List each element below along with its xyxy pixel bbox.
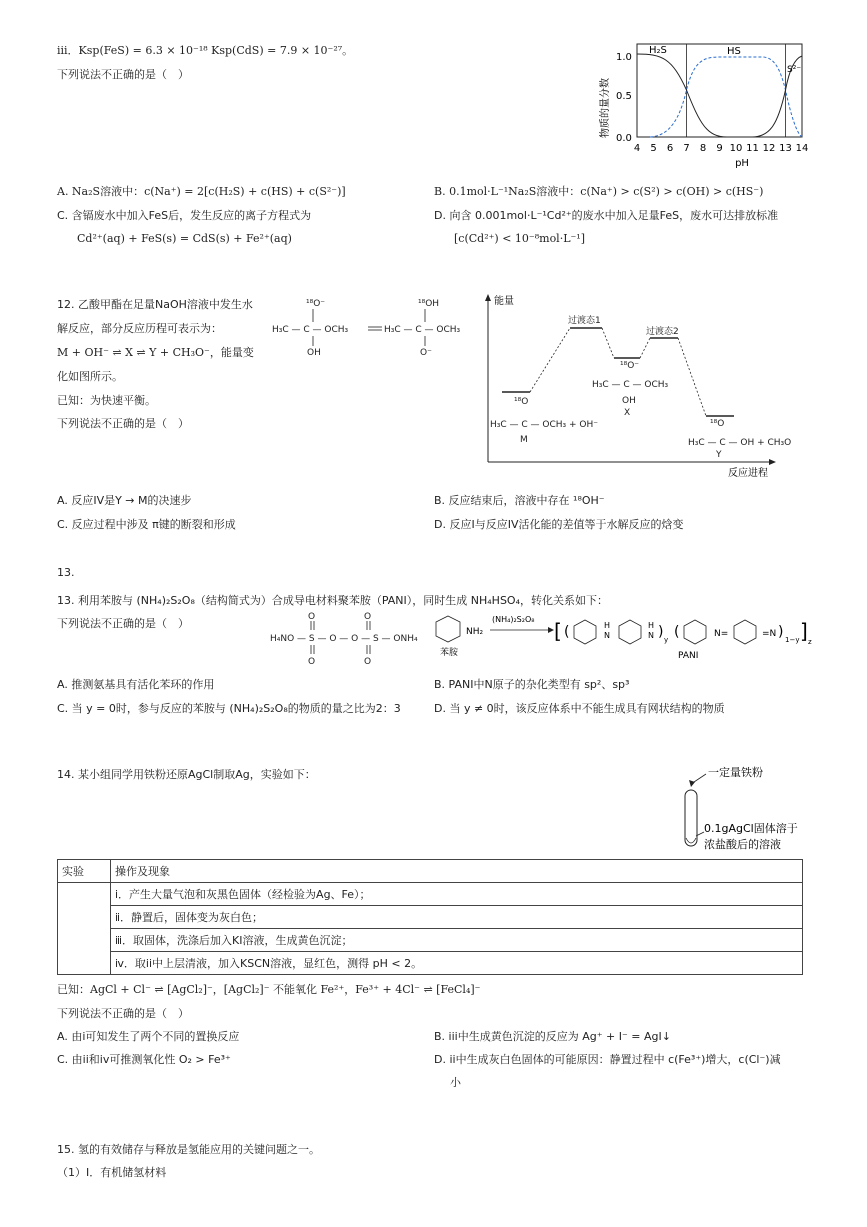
svg-text:12: 12 [762,143,776,154]
y-formula: H₃C — C — OH + CH₃O [688,438,792,448]
q11-option-a[interactable]: A. Na₂S溶液中：c(Na⁺) = 2[c(H₂S) + c(HS) + c(S²⁻)] [57,185,346,198]
chart-ylabel: 物质的量分数 [600,78,611,138]
q14-prompt: 下列说法不正确的是（ ） [57,1007,189,1020]
aniline-label: 苯胺 [440,648,459,658]
right-chain: H₃C — C — OCH₃ [384,325,461,335]
svg-text:): ) [778,624,784,640]
q14-option-d[interactable]: D. ii中生成灰白色固体的可能原因：静置过程中 c(Fe³⁺)增大，c(Cl⁻)减 [434,1053,781,1066]
svg-text:10: 10 [729,143,743,154]
q11-option-c[interactable]: C. 含镉废水中加入FeS后，发生反应的离子方程式为 [57,209,312,222]
distribution-chart [592,38,817,178]
svg-text:4: 4 [633,143,641,154]
q14-known: 已知：AgCl + Cl⁻ ⇌ [AgCl₂]⁻，[AgCl₂]⁻ 不能氧化 Fe²⁺，Fe³⁺ + 4Cl⁻ ⇌ [FeCl₄]⁻ [57,983,481,996]
q13-stem: 13. 利用苯胺与 (NH₄)₂S₂O₈（结构简式为）合成导电材料聚苯胺（PANI），同时生成 NH₄HSO₄，转化关系如下： [57,594,609,607]
ksp-line: iii．Ksp(FeS) = 6.3 × 10⁻¹⁸ Ksp(CdS) = 7.9 × 10⁻²⁷。 [57,44,354,57]
test-tube-diagram [680,760,830,856]
m-label: M [520,435,528,445]
q12-option-b[interactable]: B. 反应结束后，溶液中存在 ¹⁸OH⁻ [434,494,605,507]
table-row [58,952,803,975]
svg-text:O: O [308,657,316,667]
q12-stem-line4: 化如图所示。 [57,370,123,383]
q11-option-d[interactable]: D. 向含 0.001mol·L⁻¹Cd²⁺的废水中加入足量FeS，废水可达排放标准 [434,209,779,222]
table-header-row [58,860,803,883]
q12-stem-line2: 解反应，部分反应历程可表示为： [57,322,222,335]
table-row [58,906,803,929]
q12-stem-line1: 12. 乙酸甲酯在足量NaOH溶液中发生水 [57,298,253,311]
x-o-minus: ¹⁸O⁻ [620,361,640,371]
experiment-table [57,859,803,975]
table-row [58,929,803,952]
svg-text:y: y [664,636,669,644]
q14-option-c[interactable]: C. 由ii和iv可推测氧化性 O₂ > Fe³⁺ [57,1053,231,1066]
table-cell-step-2: ⅱ．静置后，固体变为灰白色； [111,906,803,929]
q14-option-b[interactable]: B. iii中生成黄色沉淀的反应为 Ag⁺ + I⁻ = AgI↓ [434,1030,671,1043]
ts2-label: 过渡态2 [646,327,679,337]
svg-text:]: ] [800,619,808,643]
svg-text:H: H [648,621,655,630]
svg-text:N: N [604,631,610,640]
svg-text:1−y: 1−y [785,636,800,644]
x-ticks [634,143,809,154]
chart-xlabel: pH [735,158,749,169]
m-o18: ¹⁸O [514,397,529,407]
table-header-experiment: 实验 [58,860,111,883]
q13-option-c[interactable]: C. 当 y = 0时，参与反应的苯胺与 (NH₄)₂S₂O₈的物质的量之比为2：3 [57,702,401,715]
svg-text:=N: =N [762,629,777,639]
y-label: Y [716,450,722,460]
svg-text:O: O [364,657,372,667]
table-cell-step-1: ⅰ．产生大量气泡和灰黑色固体（经检验为Ag、Fe）； [111,883,803,906]
q14-option-a[interactable]: A. 由i可知发生了两个不同的置换反应 [57,1030,240,1043]
tube-bottom-label2: 浓盐酸后的溶液 [704,838,781,851]
left-chain: H₃C — C — OCH₃ [272,325,349,335]
svg-text:6: 6 [666,143,674,154]
species-h2s: H₂S [649,45,667,56]
pani-label: PANI [678,651,699,661]
table-cell-step-4: ⅳ．取ii中上层清液，加入KSCN溶液，显红色，测得 pH < 2。 [111,952,803,975]
q12-option-c[interactable]: C. 反应过程中涉及 π键的断裂和形成 [57,518,236,531]
table-cell-step-3: ⅲ．取固体，洗涤后加入KI溶液，生成黄色沉淀； [111,929,803,952]
y-o18: ¹⁸O [710,419,725,429]
reagent-label: (NH₄)₂S₂O₈ [492,615,535,624]
aniline-ring [436,616,460,642]
tetrahedral-intermediate-diagram [270,296,480,358]
svg-text:H: H [604,621,611,630]
y-tick-1: 0.5 [616,91,632,102]
oh-top: ¹⁸OH [418,299,440,309]
y-tick-0: 1.0 [616,52,632,63]
svg-text:8: 8 [699,143,707,154]
tube-bottom-label1: 0.1gAgCl固体溶于 [704,822,798,835]
q12-option-a[interactable]: A. 反应IV是Y → M的决速步 [57,494,192,507]
q14-option-d-cont: 小 [450,1076,461,1089]
oh-bottom: OH [307,348,321,358]
aniline-nh2: NH₂ [466,627,484,637]
species-s2: S²⁻ [787,65,802,75]
svg-text:(: ( [674,624,680,640]
q11-option-d-condition: [c(Cd²⁺) < 10⁻⁸mol·L⁻¹] [454,232,586,245]
m-formula: H₃C — C — OCH₃ + OH⁻ [490,420,598,430]
svg-text:O: O [364,612,372,622]
table-header-operation: 操作及现象 [111,860,803,883]
x-oh: OH [622,396,636,406]
svg-text:13: 13 [779,143,792,154]
svg-text:9: 9 [716,143,723,154]
svg-text:(: ( [564,624,570,640]
o-minus-bottom: O⁻ [420,348,432,358]
svg-text:N=: N= [714,629,729,639]
q15-sub: （1）Ⅰ．有机储氢材料 [57,1166,167,1179]
q14-stem: 14. 某小组同学用铁粉还原AgCl制取Ag，实验如下： [57,768,316,781]
svg-text:14: 14 [795,143,809,154]
q12-stem-line3: M + OH⁻ ⇌ X ⇌ Y + CH₃O⁻，能量变 [57,346,254,359]
q13-option-d[interactable]: D. 当 y ≠ 0时，该反应体系中不能生成具有网状结构的物质 [434,702,725,715]
y-tick-2: 0.0 [616,133,632,144]
progress-axis-label: 反应进程 [728,468,768,479]
svg-text:11: 11 [746,143,759,154]
persulfate-structure: H₄NO — S — O — O — S — ONH₄ [270,634,418,644]
svg-text:O: O [308,612,316,622]
table-cell-empty [58,883,111,975]
q13-option-a[interactable]: A. 推测氨基具有活化苯环的作用 [57,678,215,691]
q12-prompt: 下列说法不正确的是（ ） [57,417,189,430]
q13-prompt: 下列说法不正确的是（ ） [57,617,189,630]
q15-stem: 15. 氢的有效储存与释放是氢能应用的关键问题之一。 [57,1143,320,1156]
q13-option-b[interactable]: B. PANI中N原子的杂化类型有 sp²、sp³ [434,678,630,691]
q11-prompt: 下列说法不正确的是（ ） [57,68,189,81]
q11-option-c-equation: Cd²⁺(aq) + FeS(s) = CdS(s) + Fe²⁺(aq) [77,232,292,245]
species-hs: HS [727,46,741,57]
q12-option-d[interactable]: D. 反应I与反应IV活化能的差值等于水解反应的焓变 [434,518,684,531]
svg-text:): ) [658,624,664,640]
svg-text:z: z [808,638,812,646]
energy-axis-label: 能量 [494,296,514,307]
svg-text:N: N [648,631,654,640]
o-minus-label: ¹⁸O⁻ [306,299,326,309]
ts1-label: 过渡态1 [568,316,601,326]
svg-text:7: 7 [683,143,690,154]
pani-synthesis-diagram [268,608,828,668]
tube-top-label: 一定量铁粉 [708,766,763,779]
svg-text:5: 5 [650,143,657,154]
q13-number: 13. [57,566,75,579]
x-label: X [624,408,631,418]
q12-stem-line5: 已知：为快速平衡。 [57,394,156,407]
energy-profile-chart [480,292,792,480]
q11-option-b[interactable]: B. 0.1mol·L⁻¹Na₂S溶液中：c(Na⁺) > c(S²) > c(OH) > c(HS⁻) [434,185,764,198]
table-row [58,883,803,906]
x-formula: H₃C — C — OCH₃ [592,380,669,390]
svg-text:[: [ [554,619,562,643]
